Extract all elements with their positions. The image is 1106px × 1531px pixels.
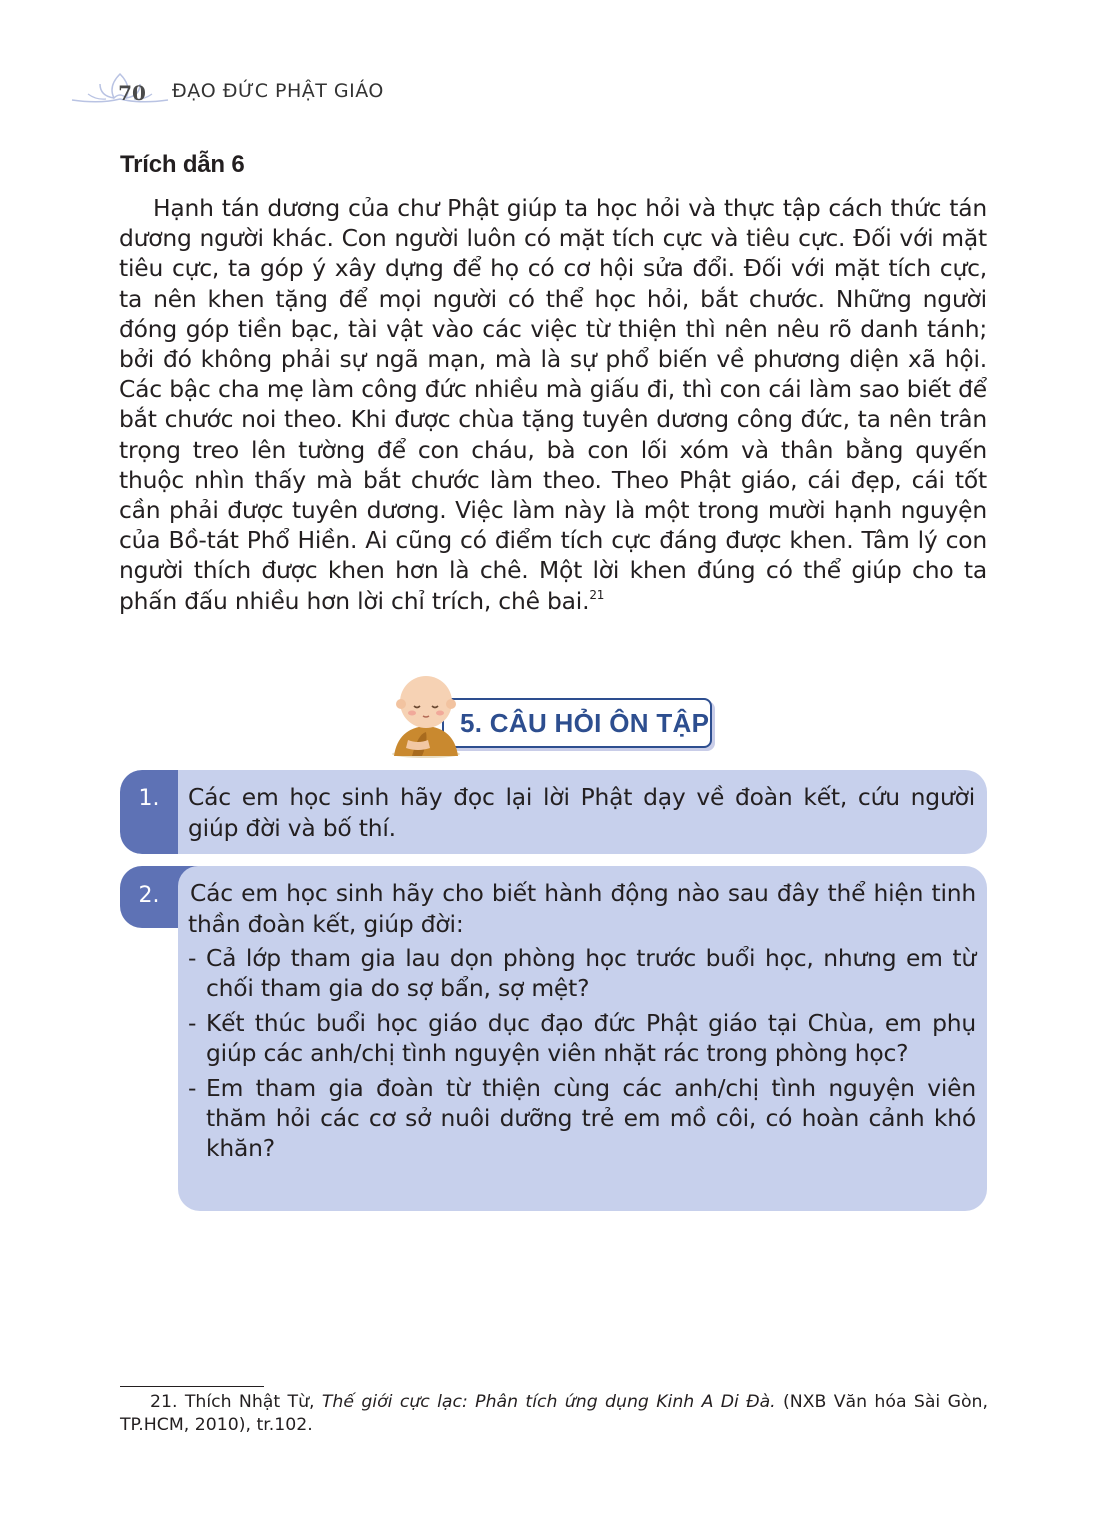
section-banner — [388, 670, 718, 758]
question-body — [178, 866, 987, 1211]
running-title: ĐẠO ĐỨC PHẬT GIÁO — [172, 80, 384, 102]
list-item-text: Cả lớp tham gia lau dọn phòng học trước buổi học, nhưng em từ chối tham gia do sợ bẩn, sợ mệt? — [206, 944, 976, 1002]
section-title: 5. CÂU HỎI ÔN TẬP — [460, 708, 710, 738]
footnote-ref: 21 — [589, 587, 605, 602]
question-number: 1. — [138, 786, 160, 811]
page-number: 70 — [118, 81, 146, 105]
section-title-box — [442, 698, 712, 748]
footnote-rule — [120, 1386, 264, 1387]
question-text: Các em học sinh hãy cho biết hành động nào sau đây thể hiện tinh thần đoàn kết, giúp đời: — [188, 879, 976, 938]
bullet-marker: - — [188, 944, 197, 972]
footnote-lead: 21. Thích Nhật Từ, — [150, 1392, 322, 1412]
list-item — [188, 1073, 976, 1163]
question-card-1 — [120, 770, 987, 854]
list-item-text: Kết thúc buổi học giáo dục đạo đức Phật giáo tại Chùa, em phụ giúp các anh/chị tình nguyện viên nhặt rác trong phòng học? — [206, 1009, 976, 1067]
list-item-text: Em tham gia đoàn từ thiện cùng các anh/chị tình nguyện viên thăm hỏi các cơ sở nuôi dưỡng trẻ em mồ côi, có hoàn cảnh khó khăn? — [206, 1074, 976, 1162]
bullet-marker: - — [188, 1009, 197, 1037]
list-item — [188, 943, 976, 1003]
quote-text: Hạnh tán dương của chư Phật giúp ta học hỏi và thực tập cách thức tán dương người khác. Con người luôn có mặt tích cực và tiêu cực. Đối với mặt tiêu cực, ta góp ý xây dựng để họ có cơ hội sửa đổi. Đối với mặt tích cực, ta nên khen tặng để mọi người có thể học hỏi, bắt chước. Những người đóng góp tiền bạc, tài vật vào các việc từ thiện thì nên nêu rõ danh tánh; bởi đó không phải sự ngã mạn, mà là sự phổ biến về phương diện xã hội. Các bậc cha mẹ làm công đức nhiều mà giấu đi, thì con cái làm sao biết để bắt chước noi theo. Khi được chùa tặng tuyên dương công đức, ta nên trân trọng treo lên tường để con cháu, bà con lối xóm và thân bằng quyến thuộc nhìn thấy mà bắt chước làm theo. Theo Phật giáo, cái đẹp, cái tốt cần phải được tuyên dương. Việc làm này là một trong mười hạnh nguyện của Bồ-tát Phổ Hiền. Ai cũng có điểm tích cực đáng được khen. Tâm lý con người thích được khen hơn là chê. Một lời khen đúng có thể giúp cho ta phấn đấu nhiều hơn lời chỉ trích, chê bai. — [119, 194, 987, 615]
quote-heading: Trích dẫn 6 — [120, 151, 245, 178]
monk-icon — [388, 670, 464, 758]
question-number-tab — [120, 770, 178, 854]
list-item — [188, 1008, 976, 1068]
question-text: Các em học sinh hãy đọc lại lời Phật dạy về đoàn kết, cứu người giúp đời và bố thí. — [188, 783, 975, 842]
bullet-marker: - — [188, 1074, 197, 1102]
footnote-book-title: Thế giới cực lạc: Phân tích ứng dụng Kinh A Di Đà. — [321, 1392, 776, 1412]
question-card-2 — [120, 866, 987, 1211]
footnote — [120, 1391, 988, 1436]
footnote-tail: (NXB Văn hóa Sài Gòn, TP.HCM, 2010), tr.102. — [120, 1392, 988, 1435]
page-header — [70, 70, 384, 110]
answer-options — [188, 943, 976, 1163]
quote-body — [119, 193, 987, 616]
question-number: 2. — [138, 883, 160, 908]
